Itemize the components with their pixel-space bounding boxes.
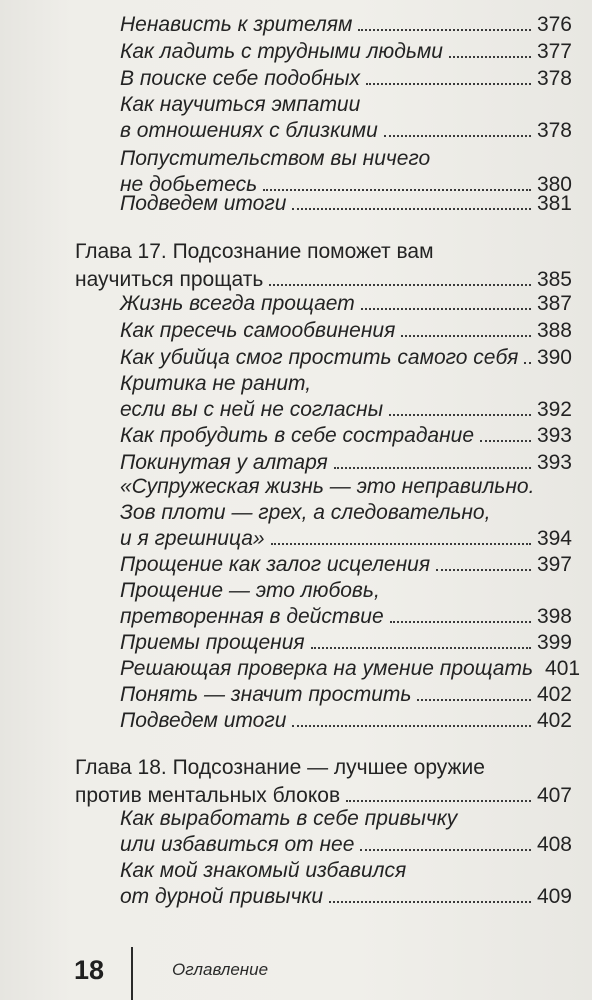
- leader-dots: [334, 467, 531, 469]
- leader-dots: [360, 849, 531, 851]
- toc-page-number: 390: [536, 346, 572, 369]
- toc-entry-title: Приемы прощения: [120, 631, 305, 654]
- toc-entry: [120, 345, 572, 371]
- toc-entry-title-line: Как мой знакомый избавился: [120, 859, 407, 882]
- toc-entry-title-line: Прощение — это любовь,: [120, 579, 380, 602]
- toc-page-number: 407: [536, 784, 572, 807]
- leader-dots: [311, 647, 531, 649]
- toc-chapter-title-line: Глава 18. Подсознание — лучшее оружие: [75, 756, 485, 779]
- toc-entry: [120, 682, 572, 708]
- toc-page-number: 388: [536, 319, 572, 342]
- leader-dots: [271, 543, 531, 545]
- toc-entry: [120, 92, 572, 144]
- toc-page-number: 380: [536, 173, 572, 196]
- toc-chapter-title-line: Глава 17. Подсознание поможет вам: [75, 240, 434, 263]
- leader-dots: [292, 725, 531, 727]
- toc-entry: [120, 474, 572, 552]
- toc-entry: [120, 656, 581, 682]
- toc-entry: [120, 39, 572, 65]
- leader-dots: [480, 440, 531, 442]
- toc-entry-title: Прощение как залог исцеления: [120, 553, 431, 576]
- toc-entry-title: Понять — значит простить: [120, 683, 412, 706]
- toc-page-number: 409: [536, 885, 572, 908]
- leader-dots: [361, 308, 531, 310]
- leader-dots: [389, 414, 531, 416]
- toc-chapter-title: научиться прощать: [75, 268, 264, 291]
- toc-page-number: 378: [536, 119, 572, 142]
- toc-entry-title: Как пресечь самообвинения: [120, 319, 396, 342]
- leader-dots: [292, 208, 531, 210]
- toc-entry-title: Подведем итоги: [120, 709, 287, 732]
- toc-entry-title-line: Как выработать в себе привычку: [120, 807, 458, 830]
- toc-page-number: 399: [536, 631, 572, 654]
- leader-dots: [417, 699, 530, 701]
- toc-entry: [120, 578, 572, 630]
- toc-chapter-title: против ментальных блоков: [75, 784, 341, 807]
- leader-dots: [436, 569, 531, 571]
- toc-page-number: 393: [536, 451, 572, 474]
- toc-entry: [120, 806, 572, 858]
- toc-entry-title: от дурной привычки: [120, 885, 324, 908]
- toc-entry: [120, 708, 572, 734]
- leader-dots: [524, 362, 531, 364]
- toc-entry: [120, 66, 572, 92]
- toc-page-number: 376: [536, 13, 572, 36]
- toc-entry-title-line: Попустительством вы ничего: [120, 147, 431, 170]
- toc-page-number: 402: [536, 683, 572, 706]
- page-number: 18: [74, 955, 105, 985]
- toc-entry-title: Покинутая у алтаря: [120, 451, 328, 474]
- toc-page-number: 408: [536, 833, 572, 856]
- toc-entry-title-line: Как научиться эмпатии: [120, 93, 361, 116]
- toc-entry: [120, 318, 572, 344]
- leader-dots: [449, 56, 531, 58]
- toc-entry-title-line: «Супружеская жизнь — это неправильно.: [120, 475, 535, 498]
- toc-page-number: 394: [536, 527, 572, 550]
- toc-entry-title: Как ладить с трудными людьми: [120, 40, 443, 63]
- toc-entry-title: Ненависть к зрителям: [120, 13, 353, 36]
- toc-page-number: 392: [536, 398, 572, 421]
- toc-entry-title: Как убийца смог простить самого себя: [120, 346, 519, 369]
- toc-page-number: 397: [536, 553, 572, 576]
- toc-entry-title: В поиске себе подобных: [120, 67, 361, 90]
- leader-dots: [329, 901, 531, 903]
- toc-entry: [120, 423, 572, 449]
- toc-page-number: 398: [536, 605, 572, 628]
- toc-entry-title: и я грешница»: [120, 527, 265, 550]
- toc-entry: [120, 12, 572, 38]
- toc-page-number: 387: [536, 292, 572, 315]
- toc-entry: [120, 191, 572, 217]
- toc-page-number: 393: [536, 424, 572, 447]
- toc-entry-title: если вы с ней не согласны: [120, 398, 384, 421]
- toc-entry-title: не добьетесь: [120, 173, 258, 196]
- leader-dots: [366, 83, 531, 85]
- toc-page-number: 377: [536, 40, 572, 63]
- toc-page-number: 402: [536, 709, 572, 732]
- toc-entry: [120, 552, 572, 578]
- running-footer-section: Оглавление: [172, 960, 269, 979]
- toc-page-number: 381: [536, 192, 572, 215]
- footer-divider: [131, 947, 133, 1000]
- toc-entry-title: в отношениях с близкими: [120, 119, 378, 142]
- toc-chapter: [75, 755, 572, 809]
- leader-dots: [384, 135, 531, 137]
- toc-entry-title: претворенная в действие: [120, 605, 384, 628]
- toc-entry-title-line: Критика не ранит,: [120, 372, 312, 395]
- leader-dots: [269, 284, 531, 286]
- toc-page-number: 378: [536, 67, 572, 90]
- toc-entry: [120, 371, 572, 423]
- leader-dots: [401, 335, 531, 337]
- toc-entry-title: Подведем итоги: [120, 192, 287, 215]
- toc-entry-title: или избавиться от нее: [120, 833, 355, 856]
- leader-dots: [346, 800, 531, 802]
- toc-entry-title: Решающая проверка на умение прощать: [120, 657, 534, 680]
- toc-entry-title: Жизнь всегда прощает: [120, 292, 355, 315]
- leader-dots: [390, 621, 531, 623]
- toc-page-number: 401: [545, 657, 581, 680]
- toc-entry: [120, 630, 572, 656]
- leader-dots: [358, 29, 531, 31]
- toc-entry: [120, 858, 572, 910]
- toc-entry-title: Как пробудить в себе сострадание: [120, 424, 475, 447]
- toc-entry: [120, 450, 572, 476]
- toc-chapter: [75, 239, 572, 293]
- toc-page-number: 385: [536, 268, 572, 291]
- toc-entry: [120, 291, 572, 317]
- toc-entry-title-line: Зов плоти — грех, а следовательно,: [120, 501, 491, 524]
